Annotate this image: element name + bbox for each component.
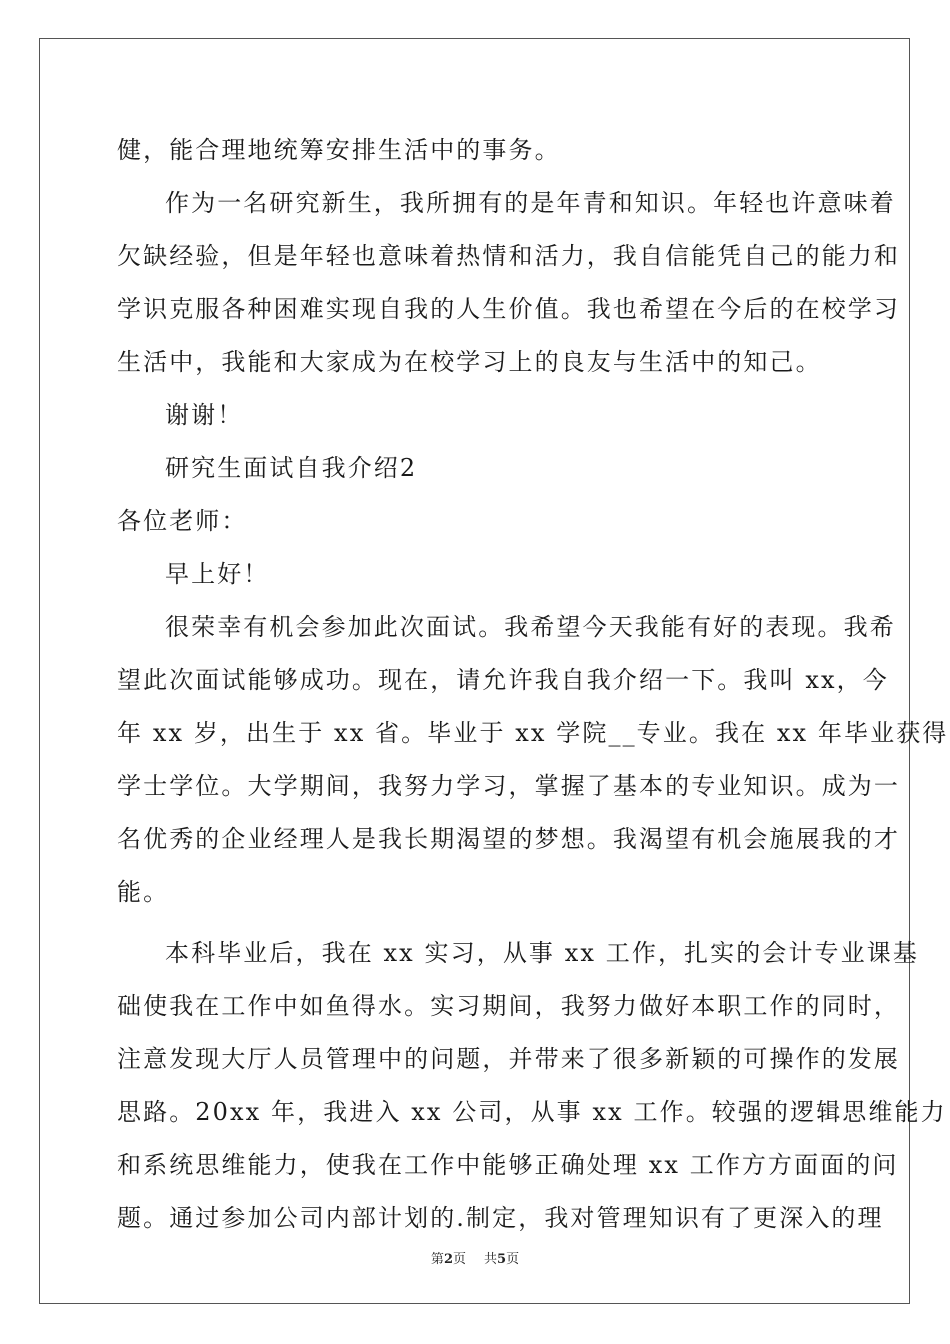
- page-suffix: 页: [452, 1252, 466, 1267]
- total-suffix: 页: [506, 1252, 520, 1267]
- paragraph-line: 健，能合理地统筹安排生活中的事务。: [117, 136, 561, 164]
- total-prefix: 共: [484, 1252, 498, 1267]
- paragraph-line: 题。通过参加公司内部计划的.制定，我对管理知识有了更深入的理: [117, 1204, 884, 1232]
- paragraph-line: 本科毕业后，我在 xx 实习，从事 xx 工作，扎实的会计专业课基: [165, 939, 919, 967]
- salutation: 各位老师：: [117, 507, 248, 535]
- page-footer: [0, 1248, 950, 1267]
- greeting: 早上好！: [165, 560, 270, 588]
- page-prefix: 第: [430, 1252, 444, 1267]
- section-heading: 研究生面试自我介绍2: [165, 454, 418, 482]
- paragraph-line: 很荣幸有机会参加此次面试。我希望今天我能有好的表现。我希: [165, 613, 896, 641]
- paragraph-line: 能。: [117, 878, 170, 906]
- paragraph-line: 生活中，我能和大家成为在校学习上的良友与生活中的知己。: [117, 348, 822, 376]
- paragraph-line: 望此次面试能够成功。现在，请允许我自我介绍一下。我叫 xx，今: [117, 666, 889, 694]
- paragraph-line: 和系统思维能力，使我在工作中能够正确处理 xx 工作方方面面的问: [117, 1151, 899, 1179]
- paragraph-line: 注意发现大厅人员管理中的问题，并带来了很多新颖的可操作的发展: [117, 1045, 900, 1073]
- paragraph-line: 年 xx 岁，出生于 xx 省。毕业于 xx 学院__专业。我在 xx 年毕业获得: [117, 719, 949, 747]
- paragraph-line: 欠缺经验，但是年轻也意味着热情和活力，我自信能凭自己的能力和: [117, 242, 900, 270]
- paragraph-line: 名优秀的企业经理人是我长期渴望的梦想。我渴望有机会施展我的才: [117, 825, 900, 853]
- thanks-line: 谢谢！: [165, 401, 244, 429]
- page-number: 2: [443, 1252, 453, 1267]
- paragraph-line: 作为一名研究新生，我所拥有的是年青和知识。年轻也许意味着: [165, 189, 896, 217]
- total-pages: 5: [497, 1252, 507, 1267]
- paragraph-line: 学识克服各种困难实现自我的人生价值。我也希望在今后的在校学习: [117, 295, 900, 323]
- paragraph-line: 础使我在工作中如鱼得水。实习期间，我努力做好本职工作的同时，: [117, 992, 900, 1020]
- paragraph-line: 学士学位。大学期间，我努力学习，掌握了基本的专业知识。成为一: [117, 772, 900, 800]
- document-body: [117, 124, 949, 1245]
- paragraph-line: 思路。20xx 年，我进入 xx 公司，从事 xx 工作。较强的逻辑思维能力: [117, 1098, 947, 1126]
